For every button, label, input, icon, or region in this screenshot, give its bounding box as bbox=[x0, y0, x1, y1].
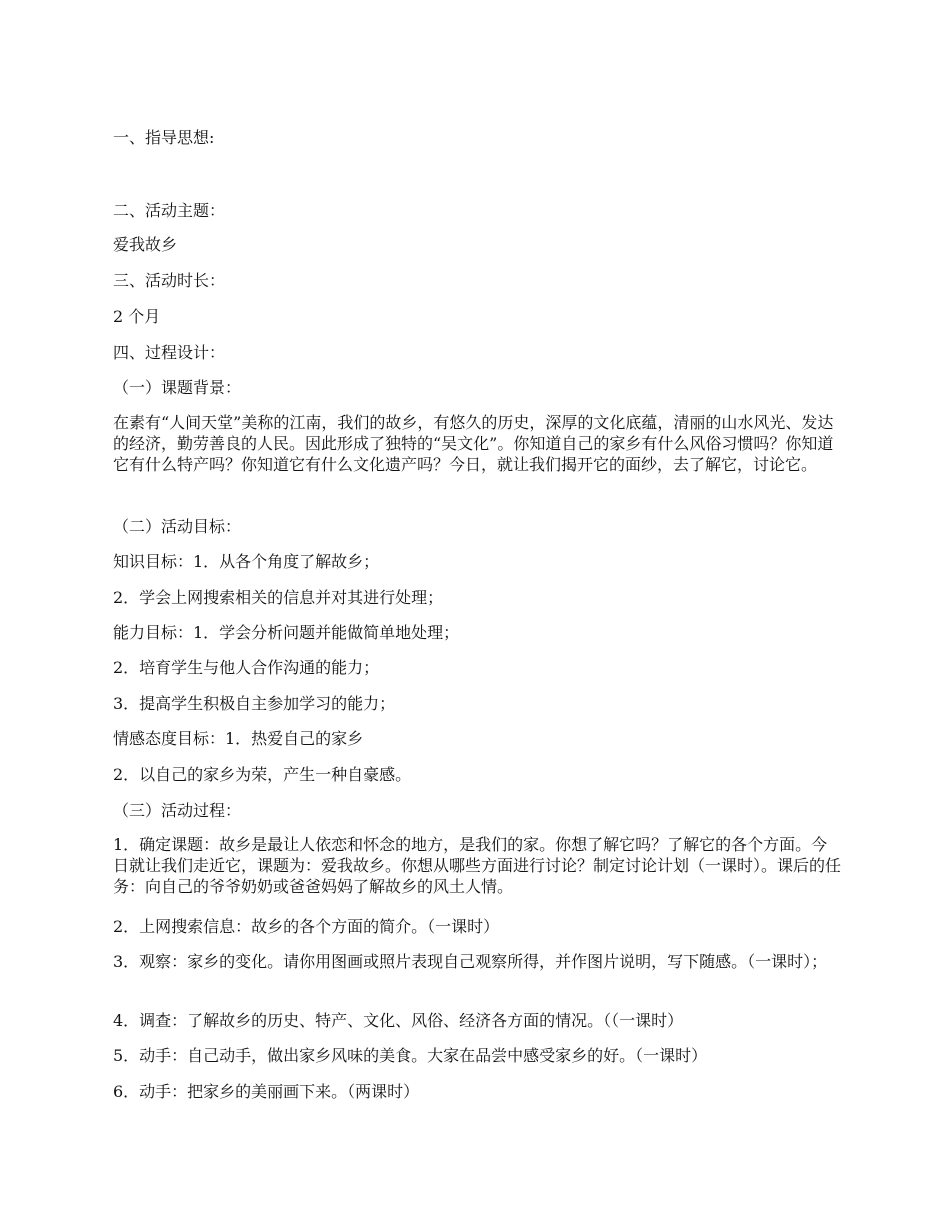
process-step-5: 5．动手：自己动手，做出家乡风味的美食。大家在品尝中感受家乡的好。（一课时） bbox=[113, 1046, 708, 1065]
goal-ability-1: 能力目标：1．学会分析问题并能做简单地处理； bbox=[113, 623, 460, 642]
process-step-2: 2．上网搜索信息：故乡的各个方面的简介。（一课时） bbox=[113, 917, 500, 936]
background-paragraph: 在素有“人间天堂”美称的江南，我们的故乡，有悠久的历史，深厚的文化底蕴，清丽的山水风光、发达的经济，勤劳善良的人民。因此形成了独特的“吴文化”。你知道自己的家乡有什么风俗习惯吗？你知道它有什么特产吗？你知道它有什么文化遗产吗？今日，就让我们揭开它的面纱，去了解它，讨论它。 bbox=[113, 413, 834, 474]
heading-guiding-ideology: 一、指导思想: bbox=[113, 128, 215, 147]
goal-knowledge-2: 2．学会上网搜索相关的信息并对其进行处理； bbox=[113, 588, 444, 607]
goal-ability-3: 3．提高学生积极自主参加学习的能力； bbox=[113, 694, 396, 713]
process-step-4: 4．调查：了解故乡的历史、特产、文化、风俗、经济各方面的情况。（（一课时） bbox=[113, 1011, 684, 1030]
subheading-goals: （二）活动目标： bbox=[113, 517, 242, 536]
activity-theme-text: 爱我故乡 bbox=[113, 235, 178, 254]
goal-emotion-1: 情感态度目标：1．热爱自己的家乡 bbox=[113, 729, 364, 748]
goal-knowledge-1: 知识目标：1．从各个角度了解故乡； bbox=[113, 552, 380, 571]
process-step-1: 1．确定课题：故乡是最让人依恋和怀念的地方，是我们的家。你想了解它吗？了解它的各个方面。今日就让我们走近它，课题为：爱我故乡。你想从哪些方面进行讨论？制定讨论计划（一课时）。课后的任务：向自己的爷爷奶奶或爸爸妈妈了解故乡的风土人情。 bbox=[113, 835, 842, 896]
subheading-background: （一）课题背景： bbox=[113, 378, 242, 397]
heading-activity-duration: 三、活动时长： bbox=[113, 271, 226, 290]
process-step-6: 6．动手：把家乡的美丽画下来。（两课时） bbox=[113, 1082, 420, 1101]
activity-duration-text: 2 个月 bbox=[113, 307, 161, 326]
goal-ability-2: 2．培育学生与他人合作沟通的能力； bbox=[113, 658, 380, 677]
heading-activity-theme: 二、活动主题： bbox=[113, 201, 226, 220]
heading-process-design: 四、过程设计： bbox=[113, 343, 226, 362]
process-step-3: 3．观察：家乡的变化。请你用图画或照片表现自己观察所得，并作图片说明，写下随感。（一课时）； bbox=[113, 952, 828, 971]
goal-emotion-2: 2．以自己的家乡为荣，产生一种自豪感。 bbox=[113, 765, 412, 784]
subheading-process: （三）活动过程： bbox=[113, 801, 242, 820]
